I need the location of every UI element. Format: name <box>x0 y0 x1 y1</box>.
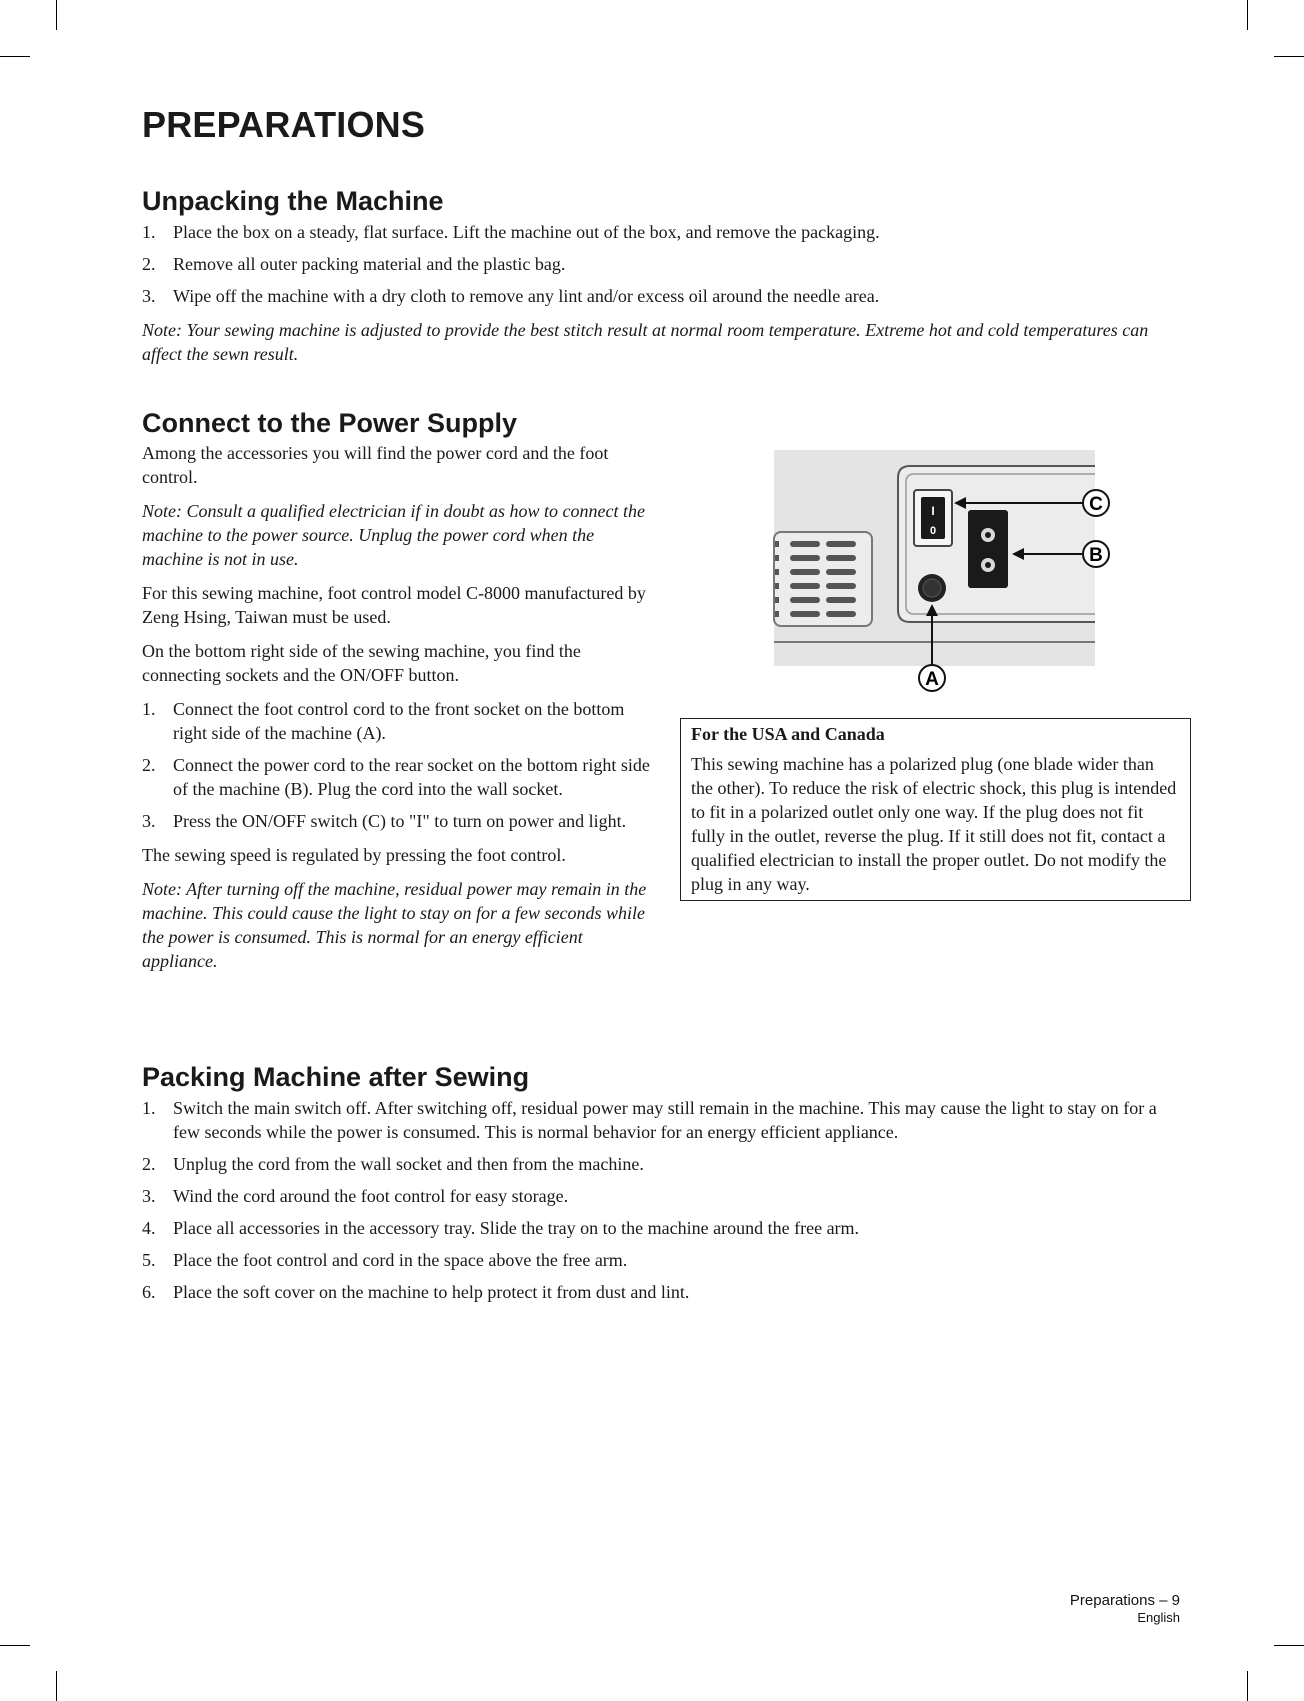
list-item: 2. Connect the power cord to the rear socket on the bottom right side of the machine (B). Plug the cord into the wall socket. <box>142 755 650 799</box>
list-item: 1. Switch the main switch off. After switching off, residual power may still remain in the machine. This may cause the light to stay on for a few seconds while the power is consumed. This is normal behavior for an energy efficient appliance. <box>142 1098 1157 1142</box>
crop-mark <box>0 1645 30 1646</box>
list-item: 4. Place all accessories in the accessory tray. Slide the tray on to the machine around the free arm. <box>142 1218 860 1238</box>
list-item: 3. Wipe off the machine with a dry cloth to remove any lint and/or excess oil around the needle area. <box>142 286 880 306</box>
power-note-residual: Note: After turning off the machine, residual power may remain in the machine. This could cause the light to stay on for a few seconds while the power is consumed. This is normal for an energy efficient appliance. <box>142 879 647 971</box>
switch-on-label: I <box>931 504 935 518</box>
section-title-packing: Packing Machine after Sewing <box>142 1062 530 1092</box>
power-steps <box>142 697 650 833</box>
section-title-power: Connect to the Power Supply <box>142 408 518 438</box>
usa-canada-title: For the USA and Canada <box>691 724 885 744</box>
crop-mark <box>56 0 57 30</box>
foot-control-socket <box>918 574 946 602</box>
vent-grille <box>774 532 872 626</box>
list-item: 2. Remove all outer packing material and the plastic bag. <box>142 254 566 274</box>
list-item: 5. Place the foot control and cord in the space above the free arm. <box>142 1250 628 1270</box>
list-item: 3. Press the ON/OFF switch (C) to "I" to turn on power and light. <box>142 811 627 831</box>
label-c: C <box>1089 494 1103 515</box>
page-title: PREPARATIONS <box>142 104 426 145</box>
usa-canada-text: This sewing machine has a polarized plug (one blade wider than the other). To reduce the risk of electric shock, this plug is intended to fit in a polarized outlet only one way. If the plug does not fit fully in the outlet, reverse the plug. If it still does not fit, contact a qualified electrician to install the proper outlet. Do not modify the plug in any way. <box>691 754 1177 894</box>
label-a: A <box>925 669 939 690</box>
crop-mark <box>1274 1645 1304 1646</box>
footer-language: English <box>1137 1610 1180 1625</box>
on-off-switch <box>914 490 952 546</box>
unpacking-section <box>142 220 1182 376</box>
power-sockets-info: On the bottom right side of the sewing machine, you find the connecting sockets and the ON/OFF button. <box>142 641 581 685</box>
crop-mark <box>1247 1671 1248 1701</box>
power-speed-info: The sewing speed is regulated by pressing the foot control. <box>142 845 566 865</box>
list-item: 6. Place the soft cover on the machine to help protect it from dust and lint. <box>142 1282 690 1302</box>
unpacking-steps <box>142 220 1182 308</box>
power-intro: Among the accessories you will find the power cord and the foot control. <box>142 443 609 487</box>
power-socket <box>968 510 1008 588</box>
page-footer <box>1070 1592 1180 1626</box>
list-item: 1. Place the box on a steady, flat surface. Lift the machine out of the box, and remove the packaging. <box>142 222 880 242</box>
footer-page-label: Preparations – 9 <box>1069 1592 1180 1609</box>
unpacking-note: Note: Your sewing machine is adjusted to provide the best stitch result at normal room temperature. Extreme hot and cold temperatures can affect the sewn result. <box>142 320 1149 364</box>
section-title-unpacking: Unpacking the Machine <box>142 186 444 216</box>
switch-off-label: 0 <box>929 525 937 537</box>
socket-panel-figure <box>764 440 1134 700</box>
power-section <box>142 441 650 983</box>
usa-canada-notice <box>680 718 1191 901</box>
power-note-electrician: Note: Consult a qualified electrician if in doubt as how to connect the machine to the power source. Unplug the power cord when the machine is not in use. <box>142 501 645 569</box>
list-item: 1. Connect the foot control cord to the front socket on the bottom right side of the machine (A). <box>142 699 625 743</box>
crop-mark <box>1274 56 1304 57</box>
packing-steps <box>142 1096 1182 1304</box>
crop-mark <box>0 56 30 57</box>
label-b: B <box>1089 545 1103 566</box>
list-item: 3. Wind the cord around the foot control for easy storage. <box>142 1186 569 1206</box>
crop-mark <box>1247 0 1248 30</box>
list-item: 2. Unplug the cord from the wall socket and then from the machine. <box>142 1154 644 1174</box>
crop-mark <box>56 1671 57 1701</box>
power-foot-control-model: For this sewing machine, foot control model C-8000 manufactured by Zeng Hsing, Taiwan must be used. <box>142 583 646 627</box>
packing-section <box>142 1096 1182 1314</box>
